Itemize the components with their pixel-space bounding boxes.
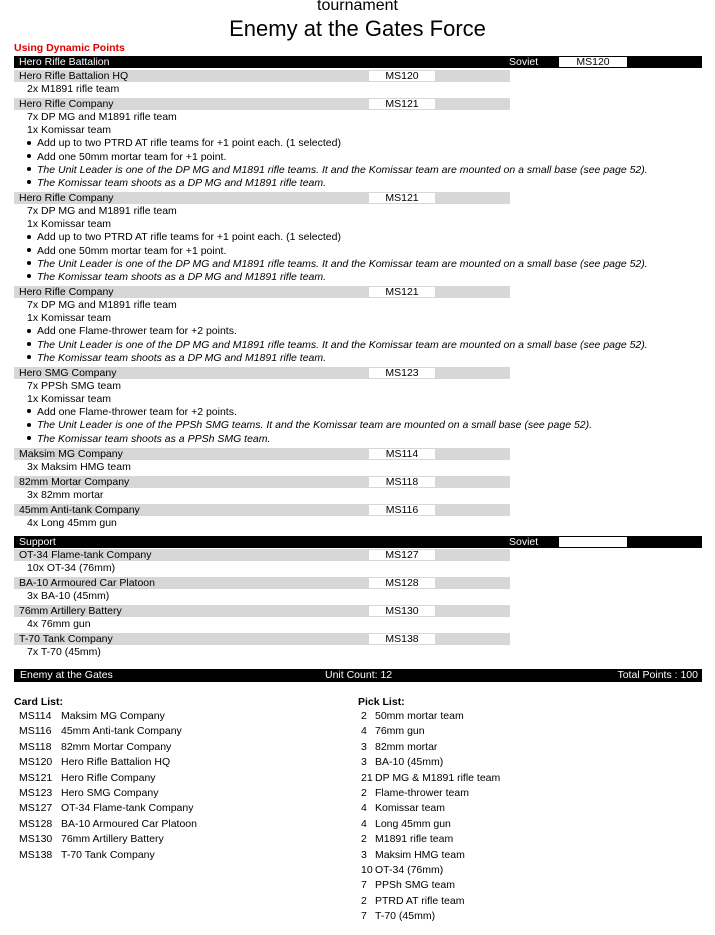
- card-list: [19, 709, 197, 863]
- line-text: Add one Flame-thrower team for +2 points.: [37, 325, 237, 338]
- unit-header: [14, 192, 510, 204]
- line-text: The Komissar team shoots as a DP MG and M1891 rifle team.: [37, 177, 327, 189]
- unit-composition-line: 3x 82mm mortar: [27, 488, 104, 501]
- unit-rule-note: [27, 164, 648, 176]
- line-text: The Komissar team shoots as a DP MG and M1891 rifle team.: [37, 271, 327, 283]
- pick-list-item: [361, 786, 500, 801]
- bullet-icon: [27, 261, 31, 265]
- unit-header: [14, 577, 510, 589]
- line-text: Add up to two PTRD AT rifle teams for +1 point each. (1 selected): [37, 231, 341, 244]
- total-points: Total Points : 100: [617, 669, 698, 681]
- pick-name: 76mm gun: [375, 725, 425, 738]
- unit-composition-line: 1x Komissar team: [27, 124, 112, 137]
- line-text: The Unit Leader is one of the PPSh SMG teams. It and the Komissar team are mounted on a small base (see page 52).: [37, 419, 593, 432]
- pick-list-item: [361, 894, 500, 909]
- pick-quantity: 2: [361, 710, 367, 722]
- bullet-icon: [27, 180, 31, 184]
- pick-name: OT-34 (76mm): [375, 864, 444, 877]
- card-list-item: [19, 740, 197, 755]
- unit-composition-line: 1x Komissar team: [27, 312, 112, 325]
- card-code: MS128: [19, 817, 53, 830]
- unit-option-line: [27, 406, 237, 418]
- bullet-icon: [27, 141, 31, 145]
- pick-quantity: 2: [361, 833, 367, 846]
- card-list-item: [19, 848, 197, 863]
- pick-name: Flame-thrower team: [375, 787, 469, 800]
- card-list-heading: Card List:: [14, 696, 64, 708]
- nation-label: Soviet: [509, 56, 539, 68]
- pick-list-heading: Pick List:: [358, 696, 405, 708]
- card-code: MS116: [19, 725, 52, 738]
- card-code: MS138: [19, 848, 53, 861]
- section-title: Hero Rifle Battalion: [19, 56, 110, 68]
- section-card-code: MS120: [559, 57, 627, 67]
- card-name: OT-34 Flame-tank Company: [61, 802, 194, 815]
- unit-rule-note: [27, 352, 326, 364]
- pick-name: 82mm mortar: [375, 740, 438, 753]
- unit-header: [14, 633, 510, 645]
- pick-name: BA-10 (45mm): [375, 756, 444, 769]
- unit-header: [14, 286, 510, 298]
- pick-list-item: [361, 801, 500, 816]
- pick-quantity: 4: [361, 725, 367, 738]
- unit-option-line: [27, 151, 226, 163]
- unit-composition-line: 2x M1891 rifle team: [27, 83, 120, 95]
- line-text: Add one 50mm mortar team for +1 point.: [37, 244, 227, 257]
- unit-name: BA-10 Armoured Car Platoon: [19, 577, 155, 589]
- pick-quantity: 4: [361, 817, 367, 830]
- dynamic-points-label: Using Dynamic Points: [14, 42, 125, 54]
- card-list-item: [19, 709, 197, 724]
- pick-name: Komissar team: [375, 802, 446, 815]
- unit-rule-note: [27, 271, 326, 283]
- unit-name: OT-34 Flame-tank Company: [19, 549, 152, 561]
- nation-label: Soviet: [509, 536, 539, 548]
- unit-composition-line: 7x DP MG and M1891 rifle team: [27, 205, 177, 217]
- card-name: Hero Rifle Company: [61, 771, 156, 784]
- pick-quantity: 7: [361, 879, 367, 892]
- line-text: The Unit Leader is one of the DP MG and M1891 rifle teams. It and the Komissar team are mounted on a small base (see page 52).: [37, 163, 648, 176]
- unit-card-code: MS123: [369, 368, 435, 378]
- unit-composition-line: 4x Long 45mm gun: [27, 516, 117, 529]
- pick-name: DP MG & M1891 rifle team: [375, 771, 501, 784]
- unit-rule-note: [27, 419, 592, 431]
- card-name: 45mm Anti-tank Company: [61, 725, 182, 738]
- bullet-icon: [27, 167, 31, 171]
- unit-name: Hero Rifle Company: [19, 98, 114, 110]
- pick-list: [361, 709, 500, 925]
- unit-card-code: MS130: [369, 606, 435, 616]
- unit-name: Hero Rifle Company: [19, 192, 114, 204]
- pick-list-item: [361, 848, 500, 863]
- pick-list-item: [361, 832, 500, 847]
- pick-quantity: 21: [361, 771, 373, 784]
- pick-list-item: [361, 771, 500, 786]
- unit-composition-line: 3x Maksim HMG team: [27, 460, 131, 473]
- unit-header: [14, 476, 510, 488]
- unit-name: 76mm Artillery Battery: [19, 605, 122, 617]
- line-text: The Komissar team shoots as a DP MG and M1891 rifle team.: [37, 351, 327, 364]
- unit-header: [14, 367, 510, 379]
- unit-rule-note: [27, 177, 326, 189]
- card-name: Hero SMG Company: [61, 787, 159, 800]
- card-list-item: [19, 724, 197, 739]
- card-list-item: [19, 832, 197, 847]
- unit-composition-line: 1x Komissar team: [27, 218, 112, 231]
- unit-header: [14, 504, 510, 516]
- card-code: MS130: [19, 833, 53, 846]
- line-text: The Komissar team shoots as a PPSh SMG team.: [37, 432, 271, 445]
- force-name: Enemy at the Gates: [20, 669, 113, 681]
- bullet-icon: [27, 342, 31, 346]
- card-code: MS118: [19, 740, 52, 753]
- card-code: MS123: [19, 787, 53, 800]
- section-header-battalion: [14, 56, 702, 68]
- force-summary-bar: [14, 669, 702, 682]
- line-text: The Unit Leader is one of the DP MG and M1891 rifle teams. It and the Komissar team are mounted on a small base (see page 52).: [37, 257, 648, 270]
- unit-header: [14, 605, 510, 617]
- pick-list-item: [361, 863, 500, 878]
- bullet-icon: [27, 329, 31, 333]
- card-name: T-70 Tank Company: [61, 848, 155, 861]
- unit-card-code: MS128: [369, 578, 435, 588]
- card-name: 82mm Mortar Company: [61, 740, 172, 753]
- bullet-icon: [27, 274, 31, 278]
- pick-list-item: [361, 724, 500, 739]
- card-list-item: [19, 771, 197, 786]
- card-list-item: [19, 755, 197, 770]
- card-name: 76mm Artillery Battery: [61, 833, 164, 846]
- pick-name: 50mm mortar team: [375, 710, 464, 722]
- card-list-item: [19, 817, 197, 832]
- section-card-code-empty: [559, 537, 627, 547]
- pick-name: PTRD AT rifle team: [375, 894, 465, 907]
- unit-card-code: MS127: [369, 550, 435, 560]
- unit-composition-line: 7x PPSh SMG team: [27, 379, 121, 392]
- unit-card-code: MS116: [369, 505, 435, 515]
- bullet-icon: [27, 248, 31, 252]
- page-title: Enemy at the Gates Force: [229, 16, 486, 41]
- section-title: Support: [19, 536, 56, 548]
- unit-composition-line: 7x DP MG and M1891 rifle team: [27, 299, 177, 311]
- card-list-item: [19, 786, 197, 801]
- card-code: MS114: [19, 710, 52, 722]
- line-text: Add one Flame-thrower team for +2 points.: [37, 406, 237, 419]
- section-header-support: [14, 536, 702, 548]
- pick-quantity: 2: [361, 894, 367, 907]
- unit-rule-note: [27, 339, 648, 351]
- card-list-item: [19, 801, 197, 816]
- pick-list-item: [361, 755, 500, 770]
- unit-header: [14, 98, 510, 110]
- line-text: Add one 50mm mortar team for +1 point.: [37, 150, 227, 163]
- bullet-icon: [27, 436, 31, 440]
- unit-composition-line: 4x 76mm gun: [27, 618, 91, 630]
- pick-list-item: [361, 909, 500, 924]
- pick-list-item: [361, 878, 500, 893]
- pick-name: Long 45mm gun: [375, 817, 451, 830]
- unit-option-line: [27, 137, 341, 149]
- pick-quantity: 2: [361, 787, 367, 800]
- unit-option-line: [27, 231, 341, 243]
- pick-list-item: [361, 709, 500, 724]
- unit-header: [14, 448, 510, 460]
- pick-name: Maksim HMG team: [375, 848, 465, 861]
- unit-rule-note: [27, 433, 270, 445]
- unit-card-code: MS138: [369, 634, 435, 644]
- unit-option-line: [27, 325, 237, 337]
- unit-composition-line: 1x Komissar team: [27, 393, 112, 405]
- line-text: The Unit Leader is one of the DP MG and M1891 rifle teams. It and the Komissar team are mounted on a small base (see page 52).: [37, 338, 648, 351]
- pick-list-item: [361, 817, 500, 832]
- card-name: Maksim MG Company: [61, 710, 165, 722]
- pick-name: T-70 (45mm): [375, 910, 436, 923]
- unit-name: 82mm Mortar Company: [19, 475, 130, 488]
- bullet-icon: [27, 355, 31, 359]
- pick-quantity: 3: [361, 848, 367, 861]
- unit-composition-line: 10x OT-34 (76mm): [27, 562, 116, 574]
- bullet-icon: [27, 409, 31, 413]
- unit-card-code: MS120: [369, 71, 435, 81]
- unit-composition-line: 7x T-70 (45mm): [27, 646, 101, 658]
- bullet-icon: [27, 154, 31, 158]
- unit-rule-note: [27, 258, 648, 270]
- pick-quantity: 7: [361, 910, 367, 923]
- unit-card-code: MS121: [369, 99, 435, 109]
- unit-name: Hero Rifle Company: [19, 286, 114, 298]
- pick-quantity: 3: [361, 756, 367, 769]
- unit-name: T-70 Tank Company: [19, 633, 113, 645]
- bullet-icon: [27, 235, 31, 239]
- pick-quantity: 10: [361, 864, 373, 877]
- unit-option-line: [27, 245, 226, 257]
- pick-name: PPSh SMG team: [375, 879, 455, 892]
- unit-name: Maksim MG Company: [19, 447, 123, 460]
- unit-card-code: MS118: [369, 477, 435, 487]
- unit-name: Hero SMG Company: [19, 366, 117, 379]
- card-code: MS120: [19, 756, 53, 769]
- unit-name: 45mm Anti-tank Company: [19, 503, 140, 516]
- unit-header: [14, 549, 510, 561]
- card-name: Hero Rifle Battalion HQ: [61, 756, 171, 769]
- card-code: MS127: [19, 802, 53, 815]
- unit-card-code: MS121: [369, 287, 435, 297]
- unit-card-code: MS121: [369, 193, 435, 203]
- pick-name: M1891 rifle team: [375, 833, 454, 846]
- unit-name: Hero Rifle Battalion HQ: [19, 70, 129, 82]
- card-name: BA-10 Armoured Car Platoon: [61, 817, 197, 830]
- unit-card-code: MS114: [369, 449, 435, 459]
- pick-quantity: 3: [361, 740, 367, 753]
- unit-composition-line: 3x BA-10 (45mm): [27, 590, 110, 602]
- unit-header: [14, 70, 510, 82]
- bullet-icon: [27, 423, 31, 427]
- unit-count: Unit Count: 12: [325, 669, 393, 681]
- page-subtitle: tournament: [317, 0, 398, 14]
- pick-list-item: [361, 740, 500, 755]
- unit-composition-line: 7x DP MG and M1891 rifle team: [27, 111, 177, 123]
- line-text: Add up to two PTRD AT rifle teams for +1 point each. (1 selected): [37, 137, 341, 150]
- pick-quantity: 4: [361, 802, 367, 815]
- card-code: MS121: [19, 771, 53, 784]
